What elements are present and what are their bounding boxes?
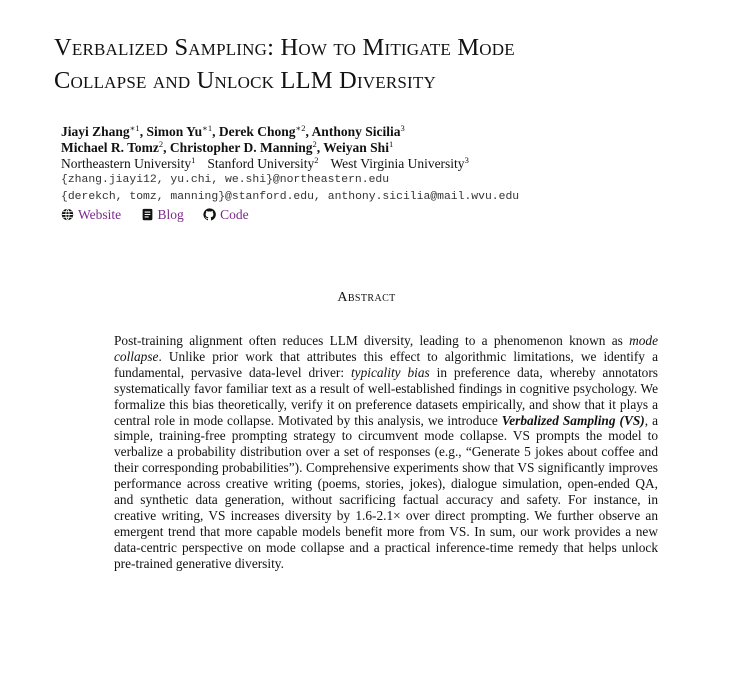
blog-icon — [141, 208, 154, 221]
github-icon — [203, 208, 216, 221]
author-line-2 — [61, 140, 701, 156]
abstract-segment: Post-training alignment often reduces LLM diversity, leading to a phenomenon known as — [114, 333, 630, 348]
author-affil-mark: 2 — [158, 139, 164, 149]
affiliation-name: Stanford University — [207, 156, 315, 171]
resource-links — [61, 206, 701, 223]
author-affil-mark: ∗2 — [295, 123, 306, 133]
author-affil-mark: 3 — [400, 123, 405, 133]
abstract-segment: , a simple, training-free prompting strategy to circumvent mode collapse. VS prompts the model to verbalize a probability distribution over a set of responses (e.g., “Generate 5 jokes about coffee and their corresponding probabilities”). Comprehensive experiments show that VS significantly improves performance across creative writing (poems, stories, jokes), dialogue simulation, open-ended QA, and synthetic data generation, without sacrificing factual accuracy and safety. For instance, in creative writing, VS increases diversity by 1.6-2.1× over direct prompting. We further observe an emergent trend that more capable models benefit more from VS. In sum, our work provides a new data-centric perspective on mode collapse and a practical inference-time remedy that helps unlock pre-trained generative diversity. — [114, 412, 658, 571]
globe-icon — [61, 208, 74, 221]
code-link-label: Code — [220, 207, 249, 222]
author-block — [61, 124, 701, 223]
author-name: Jiayi Zhang — [61, 124, 130, 139]
email-stanford: {derekch, tomz, manning}@stanford.edu, — [61, 191, 321, 203]
blog-link-label: Blog — [157, 207, 184, 222]
website-link-label: Website — [78, 207, 122, 222]
abstract-segment: in preference data, whereby annotators systematically favor familiar text as a result of well-established findings in cognitive psychology. We formalize this bias theoretically, verify it on preference datasets empirically, and show that it plays a central role in mode collapse. Motivated by this analysis, we introduce — [114, 364, 658, 428]
title-line-2: Collapse and Unlock LLM Diversity — [54, 67, 436, 94]
affiliation-mark: 1 — [191, 155, 196, 165]
abstract-segment: . Unlike prior work that attributes this effect to algorithmic limitations, we identify a fundamental, pervasive data-level driver: — [114, 348, 658, 380]
abstract-emphasis: mode collapse — [114, 333, 658, 364]
affiliation-name: Northeastern University — [61, 156, 192, 171]
email-line-1: {zhang.jiayi12, yu.chi, we.shi}@northeastern.edu — [61, 174, 390, 186]
affiliation-mark: 2 — [314, 155, 319, 165]
affiliation-mark: 3 — [464, 155, 469, 165]
author-separator: , — [139, 124, 147, 139]
author-separator: , — [316, 140, 324, 155]
author-name: Michael R. Tomz — [61, 140, 159, 155]
abstract-heading: Abstract — [337, 290, 396, 305]
title-line-1: Verbalized Sampling: How to Mitigate Mode — [54, 34, 515, 61]
affiliation-line — [61, 156, 701, 172]
abstract-method-name: Verbalized Sampling (VS) — [501, 412, 645, 428]
author-affil-mark: 1 — [388, 139, 394, 149]
author-name: Christopher D. Manning — [169, 140, 313, 155]
author-name: Derek Chong — [218, 124, 296, 139]
website-link[interactable] — [61, 207, 121, 222]
author-separator: , — [212, 124, 219, 139]
author-name: Anthony Sicilia — [311, 124, 401, 139]
paper-title — [54, 31, 724, 97]
author-separator: , — [305, 124, 312, 139]
email-line-2 — [61, 189, 701, 206]
author-affil-mark: ∗1 — [129, 123, 140, 133]
author-name: Simon Yu — [146, 124, 203, 139]
author-affil-mark: 2 — [312, 139, 317, 149]
author-name: Weiyan Shi — [323, 140, 389, 155]
email-wvu: anthony.sicilia@mail.wvu.edu — [327, 191, 520, 203]
affiliation-name: West Virginia University — [330, 156, 465, 171]
abstract-emphasis: typicality bias — [350, 364, 430, 380]
author-affil-mark: ∗1 — [202, 123, 213, 133]
abstract-text — [114, 333, 658, 572]
author-separator: , — [163, 140, 170, 155]
code-link[interactable] — [203, 207, 249, 222]
author-line-1 — [61, 124, 701, 140]
blog-link[interactable] — [141, 207, 184, 222]
